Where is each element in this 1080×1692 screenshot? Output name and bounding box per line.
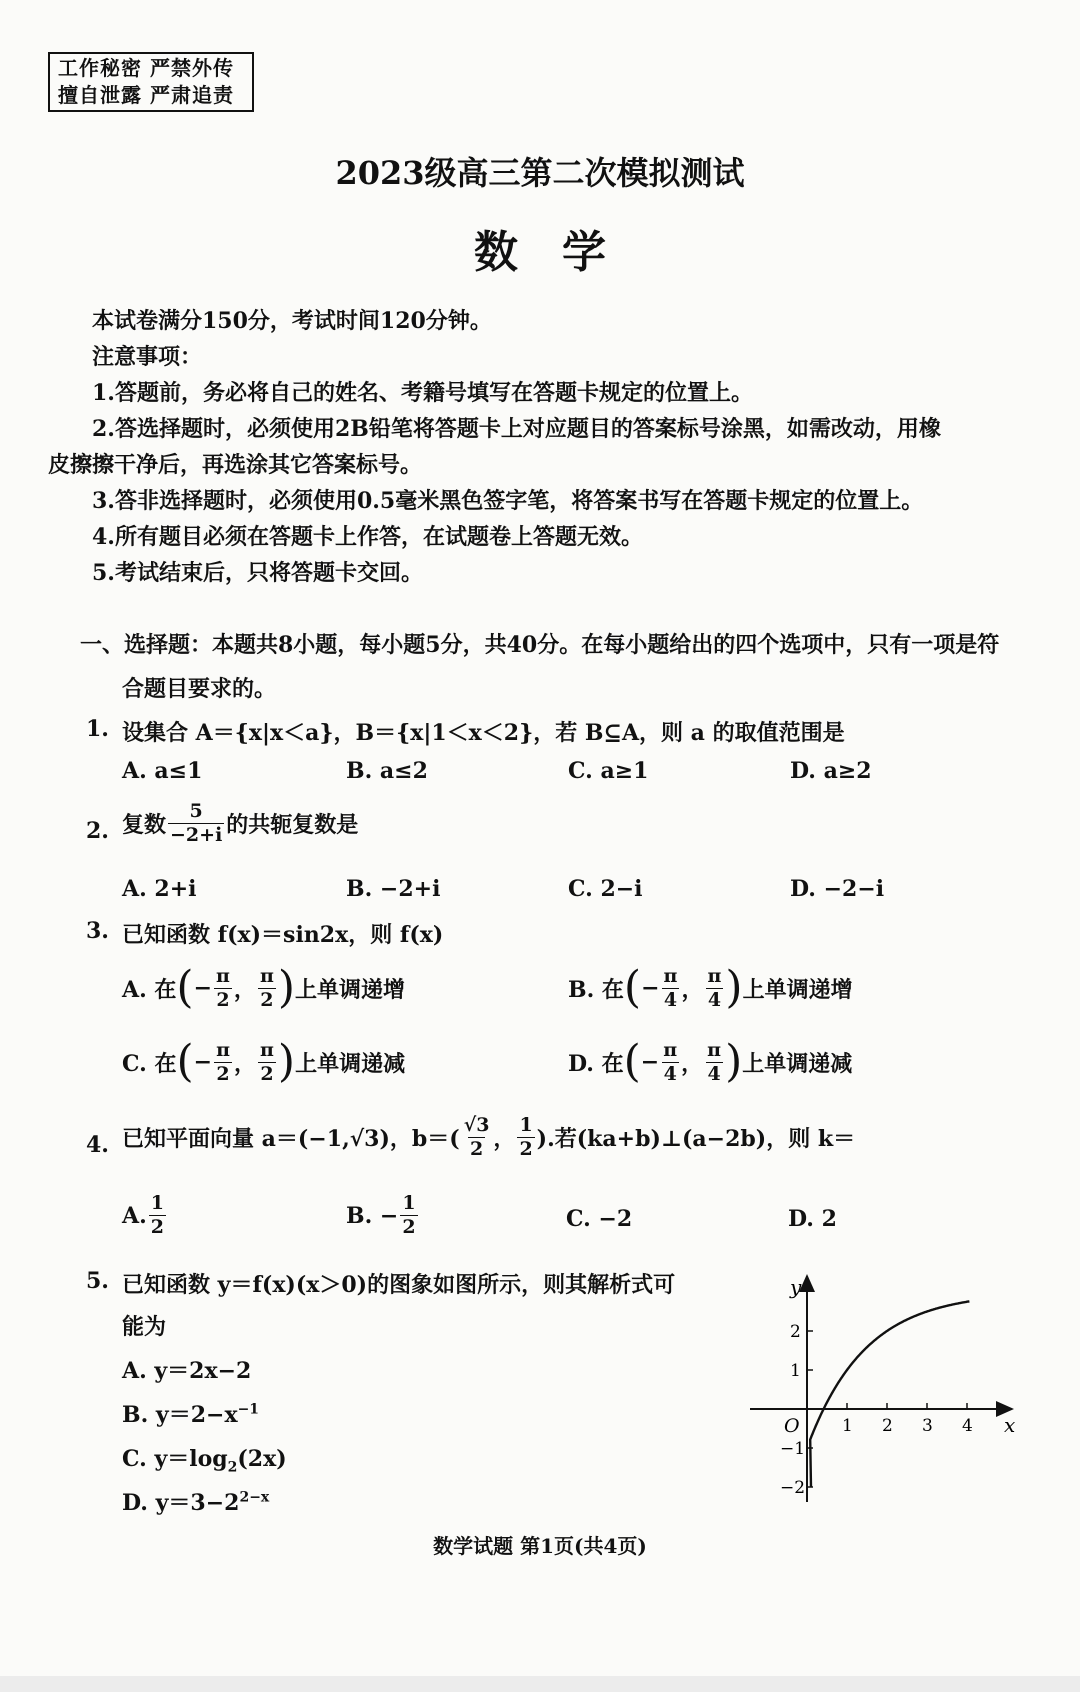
frac-num: π (707, 964, 722, 987)
frac-num: 1 (402, 1192, 416, 1214)
subject-title: 数学 (474, 227, 650, 278)
y-tick-label-1: 1 (790, 1361, 801, 1381)
q3-stem: 已知函数 f(x)＝sin2x，则 f(x) (122, 922, 444, 948)
left-paren: ( (176, 962, 194, 1013)
q5-stem-1: 已知函数 y＝f(x)(x＞0)的图象如图所示，则其解析式可 (122, 1272, 676, 1298)
q3-d-text: 上单调递减 (742, 1050, 853, 1077)
frac-den: 2 (402, 1216, 416, 1238)
notice-1: 1.答题前，务必将自己的姓名、考籍号填写在答题卡规定的位置上。 (92, 380, 753, 406)
q4-frac-2 (517, 1116, 534, 1159)
q2-number: 2. (86, 818, 109, 844)
fraction (661, 1038, 679, 1085)
q2-option-a: A. 2+i (122, 876, 197, 902)
frac-num: π (663, 964, 678, 987)
fraction (214, 1038, 232, 1085)
q5-c-text: C. y＝log (122, 1446, 228, 1472)
frac-den: 2 (150, 1216, 164, 1238)
q5-b-text: B. y＝2−x (122, 1402, 238, 1428)
section-1-heading: 一、选择题：本题共8小题，每小题5分，共40分。在每小题给出的四个选项中，只有一项是符 (80, 632, 1000, 658)
left-paren: ( (176, 1036, 194, 1087)
stamp-line-1: 工作秘密 严禁外传 (58, 56, 234, 80)
q3-b-label: B. 在 (568, 976, 624, 1003)
frac-num: π (663, 1038, 678, 1061)
q3-option-d (568, 1036, 853, 1087)
q5-c-sub: 2 (227, 1459, 238, 1476)
q5-c-post: (2x) (237, 1446, 287, 1472)
frac-den: 4 (663, 1062, 677, 1085)
notice-2a: 2.答选择题时，必须使用2B铅笔将答题卡上对应题目的答案标号涂黑，如需改动，用橡 (92, 416, 941, 442)
fraction (705, 964, 723, 1011)
minus-sign: − (193, 1049, 213, 1075)
q2-option-b: B. −2+i (346, 876, 441, 902)
y-tick-label-neg1: −1 (780, 1439, 806, 1459)
q5-b-sup: −1 (237, 1401, 260, 1418)
frac-num: π (216, 964, 230, 987)
comma: ， (681, 1050, 704, 1077)
fraction (400, 1194, 417, 1237)
frac-num: 1 (519, 1114, 533, 1136)
notice-title: 注意事项： (92, 344, 203, 370)
q4-option-b (346, 1194, 420, 1237)
x-tick-label-1: 1 (842, 1416, 853, 1436)
frac-num: √3 (463, 1114, 490, 1136)
q1-option-d: D. a≥2 (790, 758, 872, 784)
fraction (149, 1194, 166, 1237)
minus-sign: − (193, 975, 212, 1001)
frac-num: π (260, 1038, 274, 1061)
q4-number: 4. (86, 1132, 109, 1158)
q3-option-b (568, 962, 853, 1013)
q1-number: 1. (86, 716, 109, 742)
q2-frac-num: 5 (189, 800, 203, 822)
right-paren: ) (725, 962, 743, 1013)
y-axis-label: y (790, 1275, 802, 1299)
q5-option-c (122, 1442, 287, 1475)
q3-a-text: 上单调递增 (295, 976, 406, 1003)
q3-a-label: A. 在 (122, 976, 177, 1003)
q3-c-text: 上单调递减 (295, 1050, 406, 1077)
q5-d-text: D. y＝3−2 (122, 1490, 240, 1516)
comma: ， (681, 976, 704, 1003)
left-paren: ( (623, 1036, 641, 1087)
y-tick-label-neg2: −2 (780, 1478, 806, 1498)
q5-option-a: A. y＝2x−2 (122, 1358, 252, 1384)
frac-num: π (707, 1038, 722, 1061)
frac-den: 4 (663, 988, 678, 1011)
frac-den: 4 (707, 988, 722, 1011)
right-paren: ) (725, 1036, 743, 1087)
q5-d-sup: 2−x (239, 1489, 270, 1506)
q4-a-label: A. (122, 1202, 147, 1229)
q4-stem (122, 1116, 855, 1159)
q3-d-label: D. 在 (568, 1050, 624, 1077)
minus-sign: − (641, 975, 660, 1001)
page-footer: 数学试题 第1页(共4页) (433, 1534, 647, 1558)
q5-stem-2: 能为 (122, 1314, 167, 1340)
right-paren: ) (277, 962, 296, 1013)
stamp-line-2: 擅自泄露 严肃追责 (58, 83, 234, 107)
q4-frac-1 (462, 1116, 492, 1159)
q3-b-text: 上单调递增 (742, 976, 853, 1003)
comma: ， (233, 976, 256, 1003)
notice-3: 3.答非选择题时，必须使用0.5毫米黑色签字笔，将答案书写在答题卡规定的位置上。 (92, 488, 924, 514)
fraction (214, 964, 232, 1011)
x-tick-label-2: 2 (882, 1416, 893, 1436)
notice-2b: 皮擦擦干净后，再选涂其它答案标号。 (48, 452, 423, 478)
fraction (258, 964, 276, 1011)
q1-stem: 设集合 A＝{x|x＜a}，B＝{x|1＜x＜2}，若 B⊆A，则 a 的取值范围是 (122, 720, 845, 746)
q2-fraction (168, 802, 224, 845)
q4-option-a (122, 1194, 168, 1237)
q4-pre: 已知平面向量 a＝(−1,√3)，b＝( (122, 1126, 460, 1152)
frac-den: 2 (469, 1138, 484, 1160)
notice-5: 5.考试结束后，只将答题卡交回。 (92, 560, 423, 586)
frac-num: π (259, 964, 274, 987)
q2-pre: 复数 (122, 812, 167, 838)
intro-score-time: 本试卷满分150分，考试时间120分钟。 (92, 308, 492, 334)
frac-den: 4 (707, 1062, 721, 1085)
comma: ， (233, 1050, 256, 1077)
q2-stem (122, 802, 358, 845)
function-graph (740, 1270, 1020, 1510)
q4-b-label: B. − (346, 1202, 399, 1229)
q3-option-c (122, 1036, 406, 1087)
q1-option-b: B. a≤2 (346, 758, 428, 784)
section-1-heading-cont: 合题目要求的。 (122, 676, 277, 702)
q4-option-c: C. −2 (566, 1206, 633, 1232)
frac-den: 2 (260, 988, 274, 1011)
q3-c-label: C. 在 (122, 1050, 177, 1077)
frac-den: 2 (260, 1062, 274, 1085)
bottom-strip (0, 1676, 1080, 1692)
q2-option-c: C. 2−i (568, 876, 643, 902)
function-curve (810, 1301, 969, 1487)
minus-sign: − (640, 1049, 660, 1075)
fraction (705, 1038, 723, 1085)
fraction (662, 964, 680, 1011)
frac-den: 2 (216, 1062, 230, 1085)
fraction (258, 1038, 276, 1085)
right-paren: ) (277, 1036, 296, 1087)
frac-den: 2 (519, 1138, 533, 1160)
q5-number: 5. (86, 1268, 109, 1294)
q4-post: ).若(ka+b)⊥(a−2b)，则 k＝ (536, 1126, 856, 1152)
q2-post: 的共轭复数是 (226, 812, 359, 838)
q4-option-d: D. 2 (788, 1206, 837, 1232)
left-paren: ( (623, 962, 642, 1013)
q2-option-d: D. −2−i (790, 876, 885, 902)
notice-4: 4.所有题目必须在答题卡上作答，在试题卷上答题无效。 (92, 524, 643, 550)
frac-den: 2 (216, 988, 230, 1011)
confidential-stamp (48, 52, 254, 112)
q5-option-d (122, 1486, 269, 1517)
x-tick-label-3: 3 (922, 1416, 933, 1436)
x-axis-label: x (1004, 1413, 1016, 1437)
y-tick-label-2: 2 (790, 1322, 801, 1342)
q3-option-a (122, 962, 406, 1013)
comma: ， (493, 1126, 516, 1152)
origin-label: O (784, 1415, 800, 1437)
q5-option-b (122, 1398, 259, 1429)
frac-num: π (216, 1038, 230, 1061)
exam-title: 2023级高三第二次模拟测试 (335, 154, 745, 192)
x-tick-label-4: 4 (962, 1416, 973, 1436)
frac-num: 1 (150, 1192, 164, 1214)
q1-option-c: C. a≥1 (568, 758, 649, 784)
q3-number: 3. (86, 918, 109, 944)
q1-option-a: A. a≤1 (122, 758, 203, 784)
q2-frac-den: −2+i (170, 824, 223, 846)
